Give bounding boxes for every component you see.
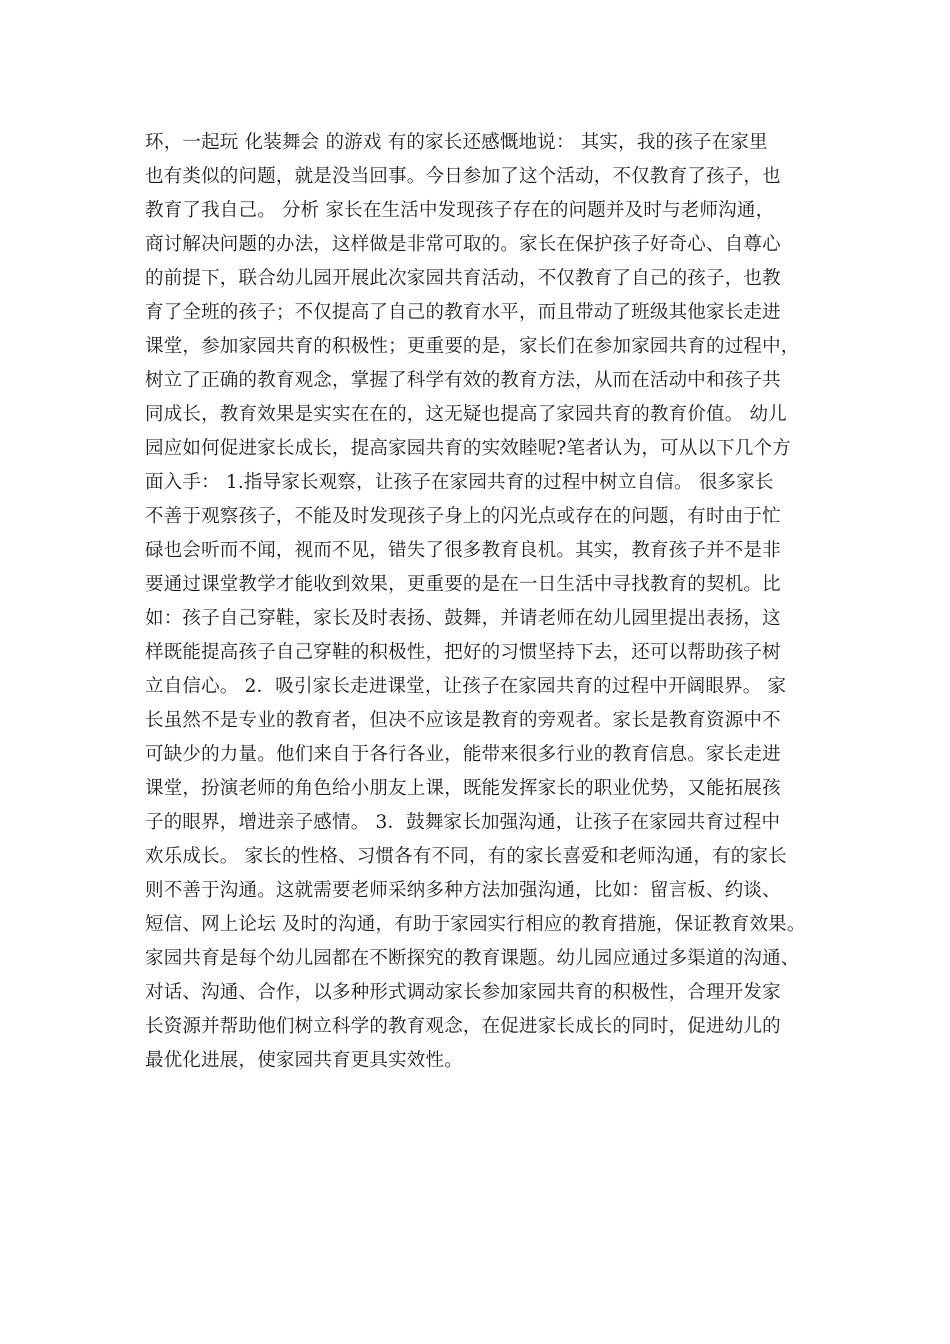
text-line-26: 对话、沟通、合作，以多种形式调动家长参加家园共育的积极性，合理开发家 [145, 982, 781, 1003]
text-line-7: 课堂，参加家园共育的积极性；更重要的是，家长们在参加家园共育的过程中， [145, 336, 800, 357]
text-line-5: 的前提下，联合幼儿园开展此次家园共育活动，不仅教育了自己的孩子，也教 [145, 268, 781, 289]
text-line-23: 则不善于沟通。这就需要老师采纳多种方法加强沟通，比如：留言板、约谈、 [145, 880, 781, 901]
body-text [145, 126, 835, 1078]
text-line-15: 如：孩子自己穿鞋，家长及时表扬、鼓舞，并请老师在幼儿园里提出表扬，这 [145, 608, 781, 629]
text-line-10: 园应如何促进家长成长，提高家园共育的实效睦呢?笔者认为，可从以下几个方 [145, 438, 791, 459]
text-line-9: 同成长，教育效果是实实在在的，这无疑也提高了家园共育的教育价值。 幼儿 [145, 404, 787, 425]
text-line-18: 长虽然不是专业的教育者，但决不应该是教育的旁观者。家长是教育资源中不 [145, 710, 781, 731]
text-line-16: 样既能提高孩子自己穿鞋的积极性，把好的习惯坚持下去，还可以帮助孩子树 [145, 642, 781, 663]
text-line-6: 育了全班的孩子；不仅提高了自己的教育水平，而且带动了班级其他家长走进 [145, 302, 781, 323]
text-line-12: 不善于观察孩子，不能及时发现孩子身上的闪光点或存在的问题，有时由于忙 [145, 506, 781, 527]
text-line-13: 碌也会听而不闻，视而不见，错失了很多教育良机。其实，教育孩子并不是非 [145, 540, 781, 561]
text-line-24: 短信、网上论坛 及时的沟通，有助于家园实行相应的教育措施，保证教育效果。 [145, 914, 806, 935]
text-line-14: 要通过课堂教学才能收到效果，更重要的是在一日生活中寻找教育的契机。比 [145, 574, 781, 595]
text-line-28: 最优化进展，使家园共育更具实效性。 [145, 1050, 463, 1071]
text-line-21: 子的眼界，增进亲子感情。 3．鼓舞家长加强沟通，让孩子在家园共育过程中 [145, 812, 781, 833]
text-line-4: 商讨解决问题的办法，这样做是非常可取的。家长在保护孩子好奇心、自尊心 [145, 234, 781, 255]
text-line-19: 可缺少的力量。他们来自于各行各业，能带来很多行业的教育信息。家长走进 [145, 744, 781, 765]
text-line-25: 家园共育是每个幼儿园都在不断探究的教育课题。幼儿园应通过多渠道的沟通、 [145, 948, 800, 969]
text-line-11: 面入手： 1.指导家长观察，让孩子在家园共育的过程中树立自信。 很多家长 [145, 472, 774, 493]
text-line-22: 欢乐成长。 家长的性格、习惯各有不同，有的家长喜爱和老师沟通，有的家长 [145, 846, 787, 867]
text-line-8: 树立了正确的教育观念，掌握了科学有效的教育方法，从而在活动中和孩子共 [145, 370, 781, 391]
text-line-20: 课堂，扮演老师的角色给小朋友上课，既能发挥家长的职业优势，又能拓展孩 [145, 778, 781, 799]
text-line-2: 也有类似的问题，就是没当回事。今日参加了这个活动，不仅教育了孩子，也 [145, 166, 781, 187]
text-line-3: 教育了我自己。 分析 家长在生活中发现孩子存在的问题并及时与老师沟通， [145, 200, 775, 221]
text-line-17: 立自信心。 2．吸引家长走进课堂，让孩子在家园共育的过程中开阔眼界。 家 [145, 676, 787, 697]
text-line-27: 长资源并帮助他们树立科学的教育观念，在促进家长成长的同时，促进幼儿的 [145, 1016, 781, 1037]
text-line-1: 环，一起玩 化装舞会 的游戏 有的家长还感慨地说： 其实，我的孩子在家里 [145, 132, 768, 153]
